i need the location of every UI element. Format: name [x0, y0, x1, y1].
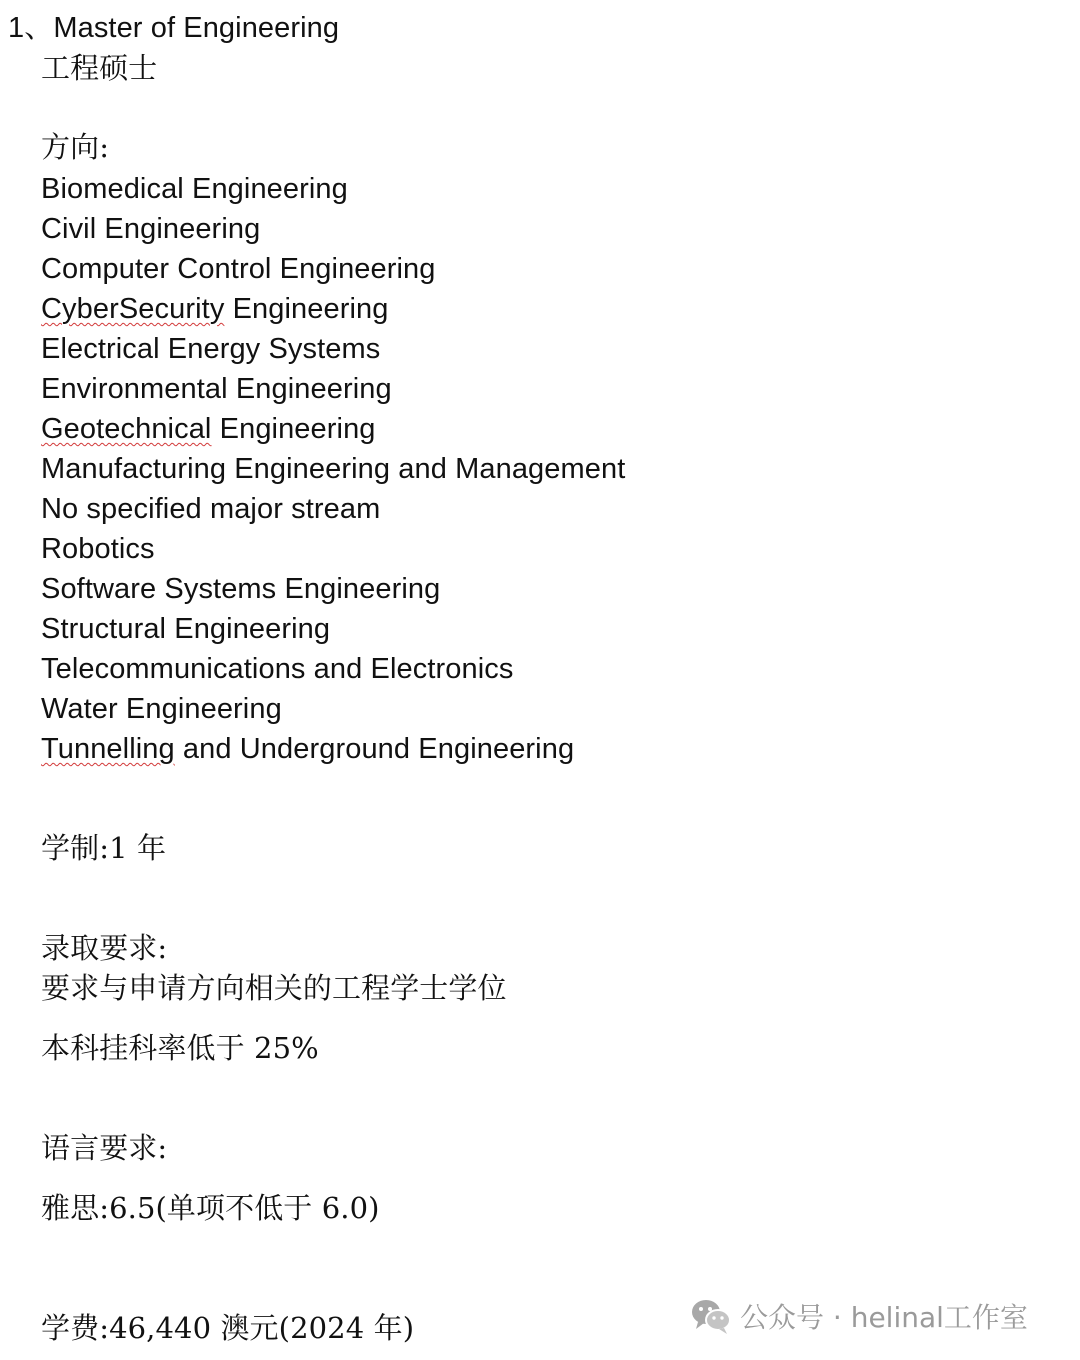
direction-label: 方向:: [41, 130, 110, 164]
stream-item-rest: and Underground Engineering: [174, 733, 575, 765]
stream-item: Electrical Energy Systems: [41, 333, 381, 365]
watermark-text: 公众号 · helinal工作室: [740, 1301, 1028, 1334]
stream-item: Telecommunications and Electronics: [41, 653, 514, 685]
spellcheck-flagged-word: Tunnelling: [41, 733, 175, 765]
stream-item: Water Engineering: [41, 693, 282, 725]
stream-item: Software Systems Engineering: [41, 573, 441, 605]
degree-chinese-name: 工程硕士: [41, 51, 158, 85]
admission-fail-rate: 本科挂科率低于 25%: [41, 1031, 319, 1065]
wechat-icon: [690, 1296, 732, 1336]
stream-item: Civil Engineering: [41, 213, 261, 245]
stream-item: [41, 291, 388, 327]
spellcheck-flagged-word: CyberSecurity: [41, 293, 225, 325]
duration-text: 学制:1 年: [41, 831, 167, 865]
ielts-requirement: 雅思:6.5(单项不低于 6.0): [41, 1191, 380, 1225]
admission-label: 录取要求:: [41, 931, 168, 965]
stream-item: Robotics: [41, 533, 155, 565]
stream-item: [41, 411, 376, 447]
language-label: 语言要求:: [41, 1131, 168, 1165]
stream-item: Computer Control Engineering: [41, 253, 436, 285]
admission-degree-requirement: 要求与申请方向相关的工程学士学位: [41, 971, 507, 1005]
stream-item: No specified major stream: [41, 493, 381, 525]
degree-heading: 1、Master of Engineering: [8, 12, 340, 44]
stream-item: Structural Engineering: [41, 613, 331, 645]
watermark: [690, 1296, 1028, 1336]
stream-item-rest: Engineering: [211, 413, 376, 445]
stream-item: Biomedical Engineering: [41, 173, 348, 205]
spellcheck-flagged-word: Geotechnical: [41, 413, 212, 445]
stream-item: Manufacturing Engineering and Management: [41, 453, 626, 485]
tuition-text: 学费:46,440 澳元(2024 年): [41, 1311, 415, 1345]
stream-item: Environmental Engineering: [41, 373, 392, 405]
stream-item: [41, 731, 574, 767]
stream-item-rest: Engineering: [224, 293, 389, 325]
